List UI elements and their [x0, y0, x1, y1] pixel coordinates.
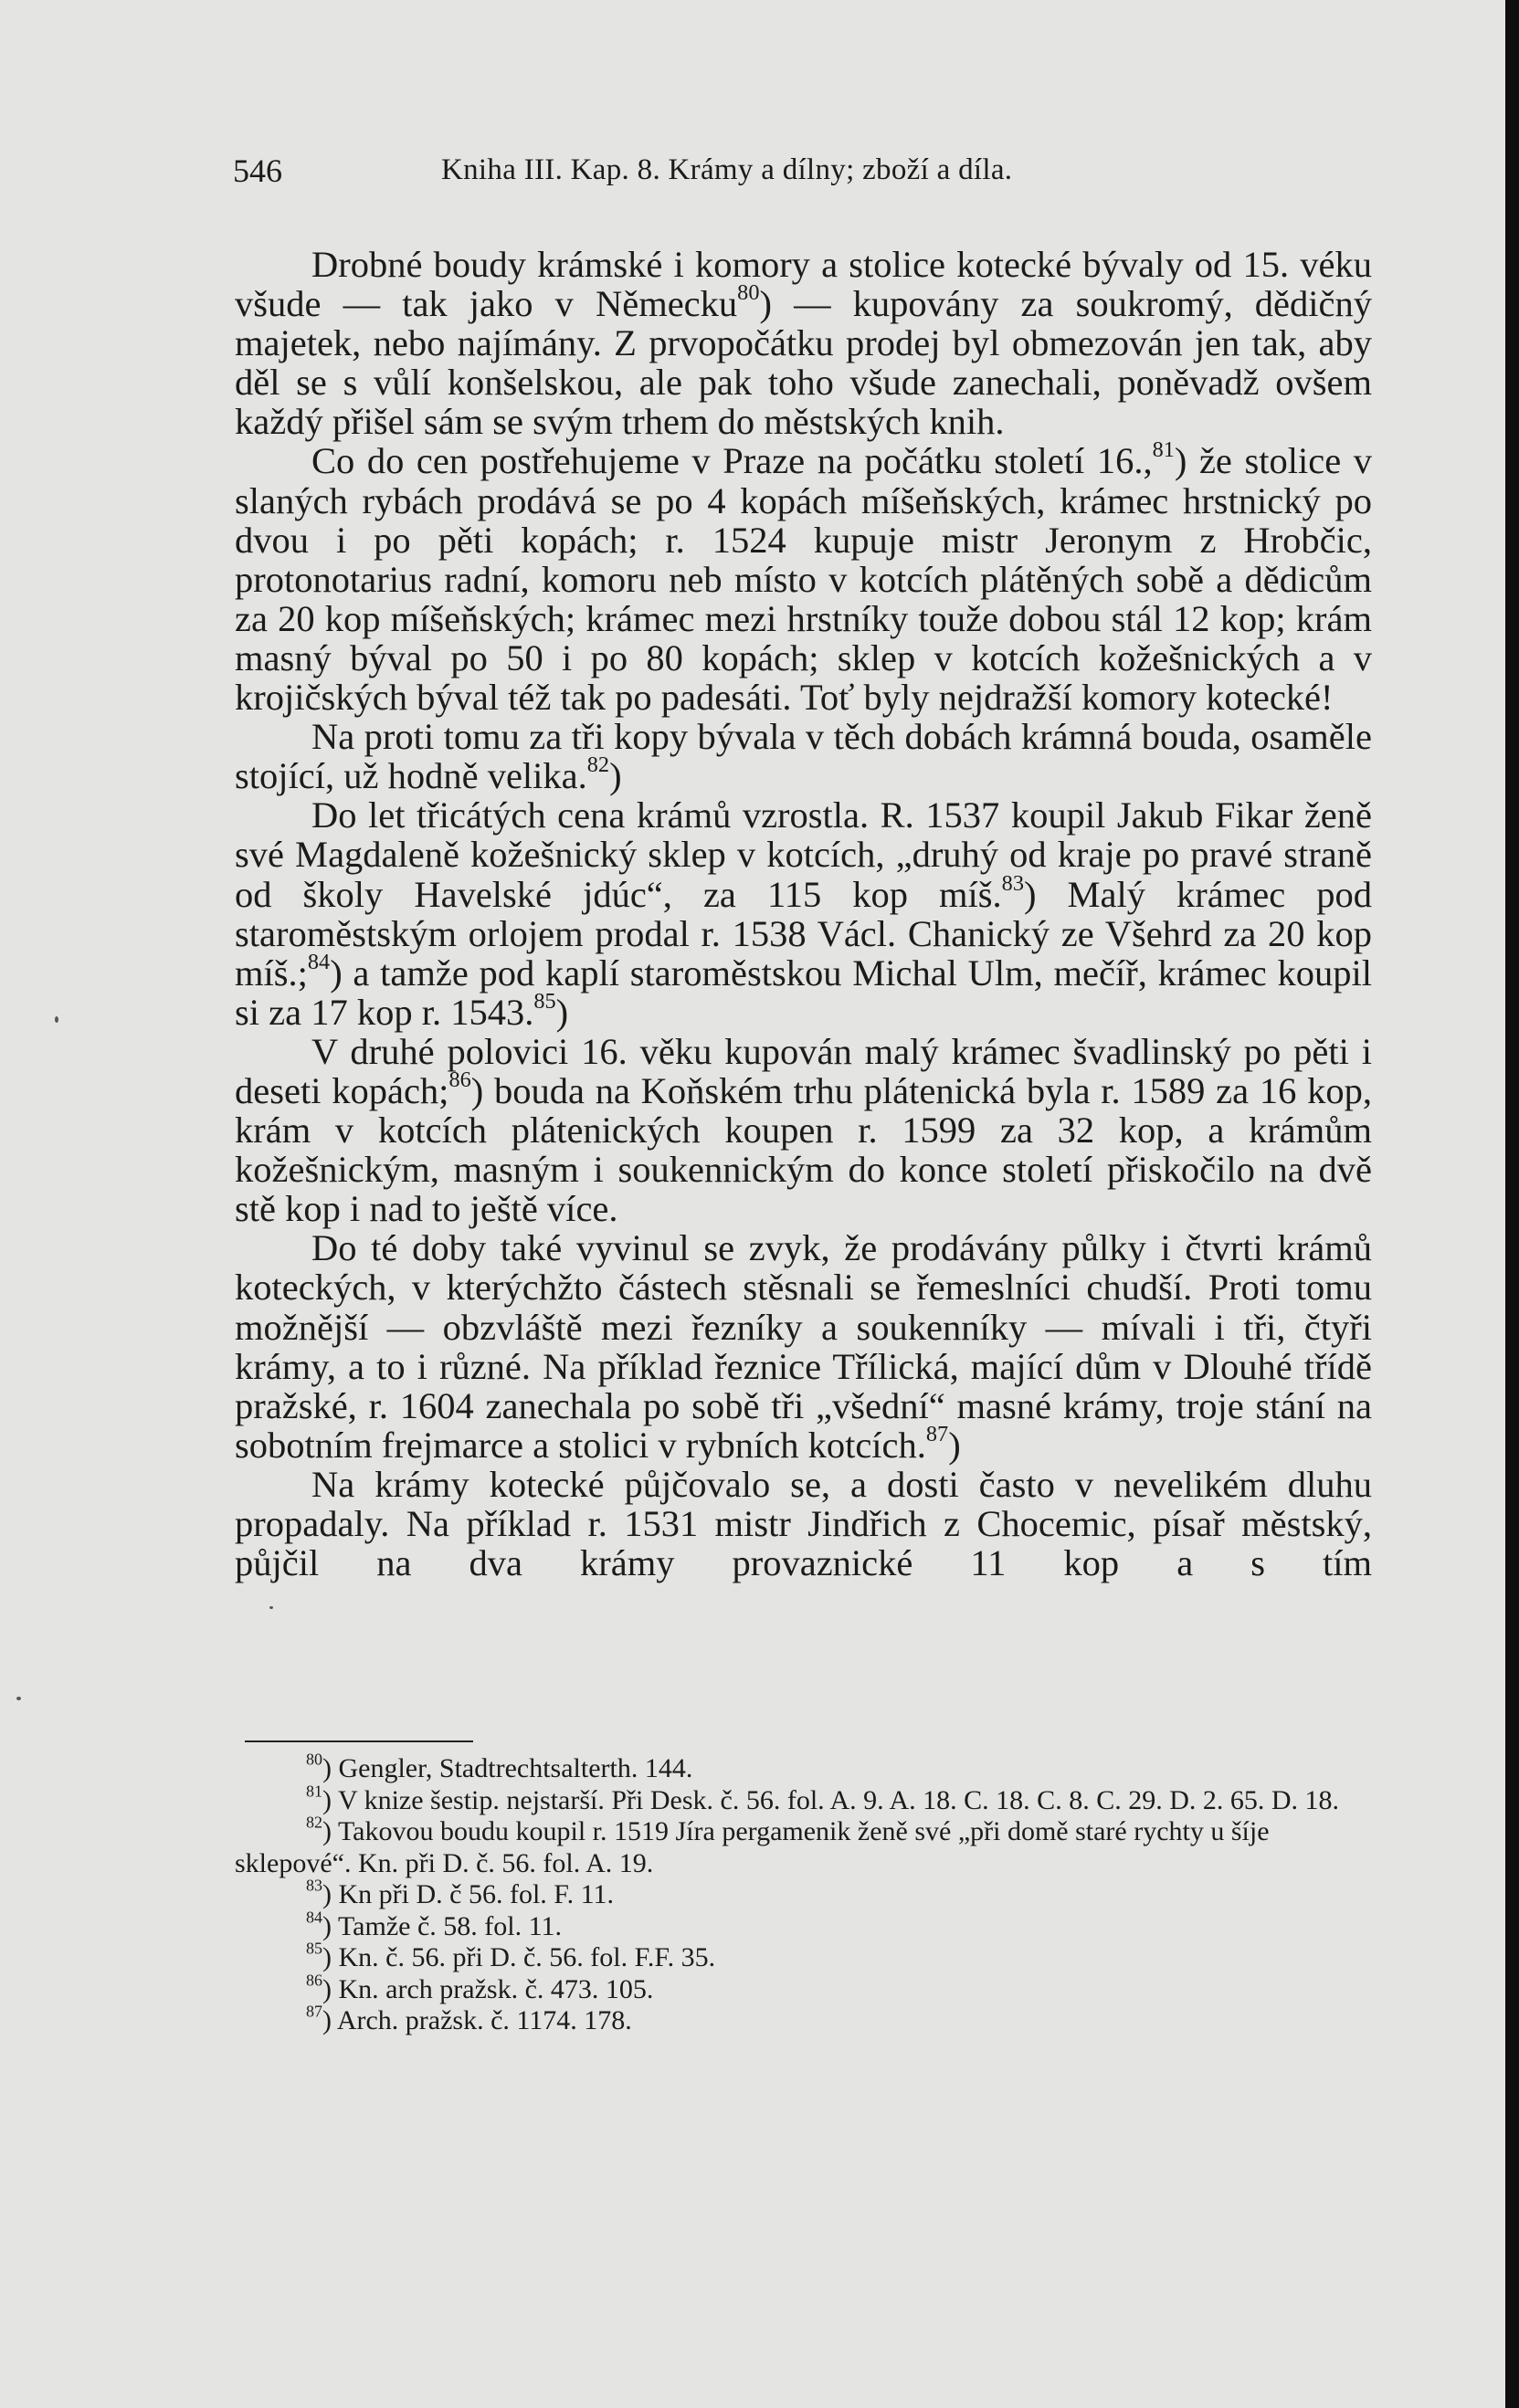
footnote-mark: 86 [306, 1971, 322, 1989]
page-header [233, 152, 1375, 192]
speck [16, 1697, 21, 1700]
footnote-ref: 85 [533, 988, 556, 1014]
speck [269, 1606, 273, 1609]
footnote: $^{84}$) Tamže č. 58. fol. 11. [306, 1908, 562, 1941]
footnote-ref: 86 [448, 1067, 471, 1092]
footnote: $^{83}$) Kn při D. č 56. fol. F. 11. [306, 1876, 614, 1909]
footnote-ref: 80 [737, 279, 760, 305]
footnote-mark: 81 [306, 1782, 322, 1800]
footnote-mark: 85 [306, 1939, 322, 1958]
footnote-mark: 83 [306, 1876, 322, 1895]
footnote-ref: 87 [925, 1421, 949, 1446]
paragraph: V druhé polovici 16. věku kupován malý krámec švadlinský po pěti i deseti kopách;$^{86}$) bouda na Koňském trhu plátenická byla r. 1589 za 16 kop, krám v kotcích plátenických koupen r. 1599 za 32 kop, a krámům kožešnickým, masným i soukennickým do konce století přiskočilo na dvě stě kop i nad to ještě více. [235, 1030, 1373, 1230]
paragraph: Na proti tomu za tři kopy bývala v těch dobách krámná bouda, osaměle stojící, už hodně velika.$^{82}$) [235, 716, 1372, 797]
paragraph: Na krámy kotecké půjčovalo se, a dosti často v nevelikém dluhu propadaly. Na příklad r. 1531 mistr Jindřich z Chocemic, písař městský, půjčil na dva krámy provaznické 11 kop a s tím [235, 1463, 1372, 1584]
footnote-mark: 82 [306, 1813, 322, 1832]
footnote-mark: 84 [306, 1908, 322, 1926]
paragraph: Drobné boudy krámské i komory a stolice kotecké bývaly od 15. véku všude — tak jako v Německu$^{80}$) — kupovány za soukromý, dědičný majetek, nebo najímány. Z prvopočátku prodej byl obmezován jen tak, aby děl se s vůlí konšelskou, ale pak toho všude zanechali, poněvadž ovšem každý přišel sám se svým trhem do městských knih. [235, 244, 1373, 443]
footnote: $^{86}$) Kn. arch pražsk. č. 473. 105. [306, 1971, 654, 2004]
paragraph: Do let třicátých cena krámů vzrostla. R. 1537 koupil Jakub Fikar ženě své Magdaleně kožešnický sklep v kotcích, „druhý od kraje po pravé straně od školy Havelské jdúc“, za 115 kop míš.$^{83}$) Malý krámec pod staroměstským orlojem prodal r. 1538 Václ. Chanický ze Všehrd za 20 kop míš.;$^{84}$) a tamže pod kaplí staroměstskou Michal Ulm, mečíř, krámec koupil si za 17 kop r. 1543.85) [235, 794, 1372, 1033]
main-text [235, 245, 1372, 1583]
footnote: $^{81}$) V knize šestip. nejstarší. Při Desk. č. 56. fol. A. 9. A. 18. C. 18. C. 8. C. 29. D. 2. 65. D. 18. [306, 1782, 1340, 1815]
footnote: $^{80}$) Gengler, Stadtrechtsalterth. 144. [306, 1750, 693, 1783]
footnote-ref: 81 [1152, 437, 1175, 463]
footnote-mark: 80 [306, 1750, 322, 1769]
footnote: $^{87}$) Arch. pražsk. č. 1174. 178. [306, 2002, 632, 2035]
footnotes [235, 1750, 1372, 2037]
footnote-ref: 84 [307, 949, 331, 974]
footnote: $^{85}$) Kn. č. 56. při D. č. 56. fol. F.F. 35. [306, 1939, 716, 1972]
page-number: 546 [233, 152, 282, 189]
speck [55, 1016, 58, 1023]
paragraph: Do té doby také vyvinul se zvyk, že prodávány půlky i čtvrti krámů koteckých, v kterýchžto částech stěsnali se řemeslníci chudší. Proti tomu možnější — obzvláště mezi řezníky a soukenníky — mívali i tři, čtyři krámy, a to i různé. Na příklad řeznice Třílická, mající dům v Dlouhé třídě pražské, r. 1604 zanechala po sobě tři „všední“ masné krámy, troje stání na sobotním frejmarce a stolici v rybních kotcích.$^{87}$) [235, 1227, 1372, 1466]
footnote-ref: 82 [586, 752, 610, 777]
running-title: Kniha III. Kap. 8. Krámy a dílny; zboží a díla. [441, 153, 1013, 186]
paragraph: Co do cen postřehujeme v Praze na počátku století 16.,$^{81}$) že stolice v slaných rybách prodává se po 4 kopách míšeňských, krámec hrstnický po dvou i po pěti kopách; r. 1524 kupuje mistr Jeronym z Hrobčic, protonotarius radní, komoru neb místo v kotcích plátěných sobě a dědicům za 20 kop míšeňských; krámec mezi hrstníky touže dobou stál 12 kop; krám masný býval po 50 i po 80 kopách; sklep v kotcích kožešnických a v krojičských býval též tak po padesáti. Toť byly nejdražší komory kotecké! [235, 437, 1372, 719]
footnote-ref: 83 [1001, 870, 1024, 896]
footnote: $^{82}$) Takovou boudu koupil r. 1519 Jíra pergamenik ženě své „při domě staré rychty u šíje sklepové“. Kn. při D. č. 56. fol. A. 19. [235, 1813, 1270, 1878]
scan-edge [1505, 0, 1519, 2408]
footnote-rule [245, 1740, 473, 1742]
footnote-mark: 87 [306, 2002, 322, 2021]
